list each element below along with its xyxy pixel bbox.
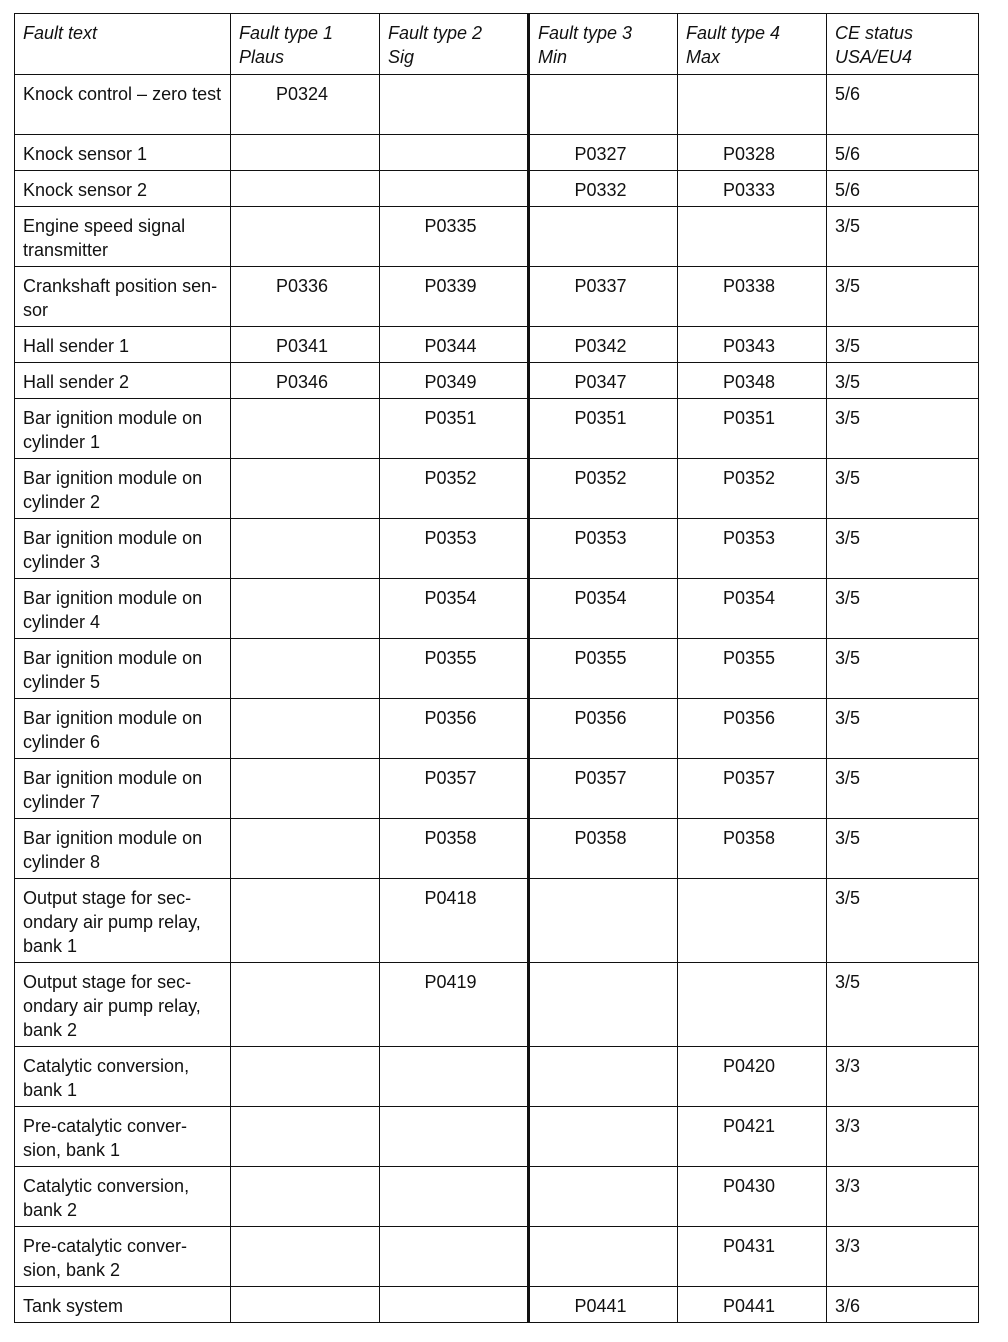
fault-type-4-cell: P0357 [678, 759, 827, 819]
ce-status-cell: 3/5 [827, 519, 979, 579]
fault-type-3-cell: P0355 [529, 639, 678, 699]
fault-type-2-cell: P0351 [380, 399, 529, 459]
fault-type-2-cell: P0357 [380, 759, 529, 819]
fault-type-4-cell [678, 879, 827, 963]
fault-text-cell: Hall sender 2 [15, 363, 231, 399]
ce-status-cell: 3/5 [827, 327, 979, 363]
ce-status-cell: 5/6 [827, 75, 979, 135]
table-row [15, 399, 979, 459]
table-row [15, 135, 979, 171]
table-row [15, 1047, 979, 1107]
fault-text-cell: Output stage for sec-ondary air pump relay, bank 1 [15, 879, 231, 963]
header-fault-type-2: Fault type 2 Sig [380, 14, 529, 75]
fault-text-cell: Knock control – zero test [15, 75, 231, 135]
fault-type-3-cell [529, 75, 678, 135]
ce-status-cell: 3/5 [827, 363, 979, 399]
fault-type-1-cell [231, 819, 380, 879]
fault-type-4-cell: P0343 [678, 327, 827, 363]
fault-type-3-cell [529, 207, 678, 267]
ce-status-cell: 3/5 [827, 579, 979, 639]
fault-code-table [14, 13, 979, 1323]
fault-type-1-cell [231, 1227, 380, 1287]
ce-status-cell: 3/5 [827, 819, 979, 879]
fault-type-3-cell: P0352 [529, 459, 678, 519]
fault-text-cell: Pre-catalytic conver-sion, bank 1 [15, 1107, 231, 1167]
fault-type-2-cell: P0353 [380, 519, 529, 579]
table-row [15, 1167, 979, 1227]
fault-text-cell: Catalytic conversion, bank 2 [15, 1167, 231, 1227]
fault-type-2-cell: P0352 [380, 459, 529, 519]
ce-status-cell: 3/3 [827, 1047, 979, 1107]
fault-type-1-cell [231, 879, 380, 963]
fault-type-2-cell: P0354 [380, 579, 529, 639]
table-row [15, 879, 979, 963]
fault-type-4-cell: P0353 [678, 519, 827, 579]
fault-type-3-cell [529, 879, 678, 963]
header-ce-status: CE status USA/EU4 [827, 14, 979, 75]
fault-text-cell: Crankshaft position sen-sor [15, 267, 231, 327]
fault-type-1-cell [231, 519, 380, 579]
fault-text-cell: Engine speed signal transmitter [15, 207, 231, 267]
fault-type-3-cell: P0357 [529, 759, 678, 819]
fault-text-cell: Bar ignition module on cylinder 7 [15, 759, 231, 819]
table-row [15, 75, 979, 135]
fault-type-3-cell [529, 963, 678, 1047]
fault-type-3-cell: P0342 [529, 327, 678, 363]
fault-text-cell: Bar ignition module on cylinder 5 [15, 639, 231, 699]
fault-type-1-cell [231, 639, 380, 699]
table-row [15, 171, 979, 207]
fault-type-2-cell [380, 1047, 529, 1107]
ce-status-cell: 3/3 [827, 1107, 979, 1167]
fault-type-4-cell: P0352 [678, 459, 827, 519]
fault-type-4-cell [678, 207, 827, 267]
table-row [15, 639, 979, 699]
fault-type-3-cell: P0337 [529, 267, 678, 327]
fault-type-2-cell [380, 75, 529, 135]
fault-type-2-cell: P0344 [380, 327, 529, 363]
fault-text-cell: Bar ignition module on cylinder 2 [15, 459, 231, 519]
fault-text-cell: Bar ignition module on cylinder 6 [15, 699, 231, 759]
ce-status-cell: 3/6 [827, 1287, 979, 1323]
fault-type-1-cell [231, 171, 380, 207]
ce-status-cell: 3/5 [827, 879, 979, 963]
ce-status-cell: 3/5 [827, 639, 979, 699]
fault-text-cell: Hall sender 1 [15, 327, 231, 363]
fault-type-4-cell: P0420 [678, 1047, 827, 1107]
ce-status-cell: 5/6 [827, 135, 979, 171]
ce-status-cell: 3/5 [827, 699, 979, 759]
table-row [15, 1227, 979, 1287]
table-row [15, 963, 979, 1047]
fault-type-4-cell [678, 75, 827, 135]
fault-type-1-cell [231, 399, 380, 459]
fault-type-3-cell: P0358 [529, 819, 678, 879]
fault-type-3-cell: P0327 [529, 135, 678, 171]
fault-type-4-cell: P0431 [678, 1227, 827, 1287]
fault-type-1-cell [231, 963, 380, 1047]
table-row [15, 519, 979, 579]
fault-type-1-cell [231, 1167, 380, 1227]
table-row [15, 1287, 979, 1323]
fault-text-cell: Bar ignition module on cylinder 4 [15, 579, 231, 639]
ce-status-cell: 3/5 [827, 267, 979, 327]
fault-type-3-cell [529, 1107, 678, 1167]
fault-type-1-cell: P0346 [231, 363, 380, 399]
ce-status-cell: 3/5 [827, 963, 979, 1047]
fault-text-cell: Pre-catalytic conver-sion, bank 2 [15, 1227, 231, 1287]
fault-type-4-cell: P0441 [678, 1287, 827, 1323]
fault-type-4-cell: P0354 [678, 579, 827, 639]
fault-type-3-cell: P0347 [529, 363, 678, 399]
fault-type-4-cell: P0356 [678, 699, 827, 759]
fault-type-2-cell: P0358 [380, 819, 529, 879]
fault-text-cell: Bar ignition module on cylinder 1 [15, 399, 231, 459]
fault-text-cell: Catalytic conversion, bank 1 [15, 1047, 231, 1107]
fault-type-2-cell: P0356 [380, 699, 529, 759]
fault-type-3-cell: P0351 [529, 399, 678, 459]
ce-status-cell: 3/5 [827, 459, 979, 519]
fault-type-4-cell: P0338 [678, 267, 827, 327]
fault-type-1-cell [231, 759, 380, 819]
fault-type-3-cell [529, 1047, 678, 1107]
fault-type-4-cell: P0430 [678, 1167, 827, 1227]
fault-type-3-cell: P0441 [529, 1287, 678, 1323]
fault-type-2-cell: P0339 [380, 267, 529, 327]
table-row [15, 1107, 979, 1167]
ce-status-cell: 3/5 [827, 207, 979, 267]
fault-type-4-cell [678, 963, 827, 1047]
fault-type-1-cell [231, 459, 380, 519]
table-row [15, 759, 979, 819]
ce-status-cell: 5/6 [827, 171, 979, 207]
header-fault-type-4: Fault type 4 Max [678, 14, 827, 75]
fault-type-2-cell: P0335 [380, 207, 529, 267]
fault-type-2-cell [380, 171, 529, 207]
table-row [15, 327, 979, 363]
fault-type-2-cell [380, 1167, 529, 1227]
fault-type-4-cell: P0358 [678, 819, 827, 879]
fault-type-2-cell: P0418 [380, 879, 529, 963]
table-row [15, 267, 979, 327]
fault-type-4-cell: P0351 [678, 399, 827, 459]
table-row [15, 459, 979, 519]
fault-type-1-cell [231, 135, 380, 171]
fault-type-1-cell: P0336 [231, 267, 380, 327]
fault-text-cell: Bar ignition module on cylinder 8 [15, 819, 231, 879]
fault-type-2-cell [380, 135, 529, 171]
table-row [15, 699, 979, 759]
ce-status-cell: 3/5 [827, 399, 979, 459]
table-row [15, 363, 979, 399]
fault-type-3-cell [529, 1167, 678, 1227]
ce-status-cell: 3/3 [827, 1167, 979, 1227]
fault-type-3-cell: P0332 [529, 171, 678, 207]
fault-type-2-cell: P0355 [380, 639, 529, 699]
table-row [15, 579, 979, 639]
fault-type-1-cell: P0341 [231, 327, 380, 363]
table-row [15, 207, 979, 267]
fault-type-4-cell: P0333 [678, 171, 827, 207]
ce-status-cell: 3/3 [827, 1227, 979, 1287]
table-row [15, 819, 979, 879]
fault-text-cell: Knock sensor 2 [15, 171, 231, 207]
fault-type-3-cell [529, 1227, 678, 1287]
fault-text-cell: Tank system [15, 1287, 231, 1323]
ce-status-cell: 3/5 [827, 759, 979, 819]
fault-type-4-cell: P0421 [678, 1107, 827, 1167]
fault-type-2-cell [380, 1287, 529, 1323]
fault-type-1-cell [231, 1287, 380, 1323]
header-fault-text: Fault text [15, 14, 231, 75]
fault-text-cell: Knock sensor 1 [15, 135, 231, 171]
fault-type-4-cell: P0328 [678, 135, 827, 171]
fault-type-3-cell: P0356 [529, 699, 678, 759]
fault-type-2-cell: P0419 [380, 963, 529, 1047]
fault-type-1-cell: P0324 [231, 75, 380, 135]
header-fault-type-3: Fault type 3 Min [529, 14, 678, 75]
fault-type-3-cell: P0354 [529, 579, 678, 639]
fault-type-2-cell [380, 1107, 529, 1167]
fault-type-4-cell: P0355 [678, 639, 827, 699]
fault-type-1-cell [231, 699, 380, 759]
header-row [15, 14, 979, 75]
fault-text-cell: Output stage for sec-ondary air pump relay, bank 2 [15, 963, 231, 1047]
fault-type-1-cell [231, 579, 380, 639]
fault-type-1-cell [231, 207, 380, 267]
fault-type-2-cell [380, 1227, 529, 1287]
fault-type-3-cell: P0353 [529, 519, 678, 579]
fault-type-2-cell: P0349 [380, 363, 529, 399]
fault-type-1-cell [231, 1107, 380, 1167]
header-fault-type-1: Fault type 1 Plaus [231, 14, 380, 75]
fault-text-cell: Bar ignition module on cylinder 3 [15, 519, 231, 579]
fault-type-1-cell [231, 1047, 380, 1107]
fault-type-4-cell: P0348 [678, 363, 827, 399]
